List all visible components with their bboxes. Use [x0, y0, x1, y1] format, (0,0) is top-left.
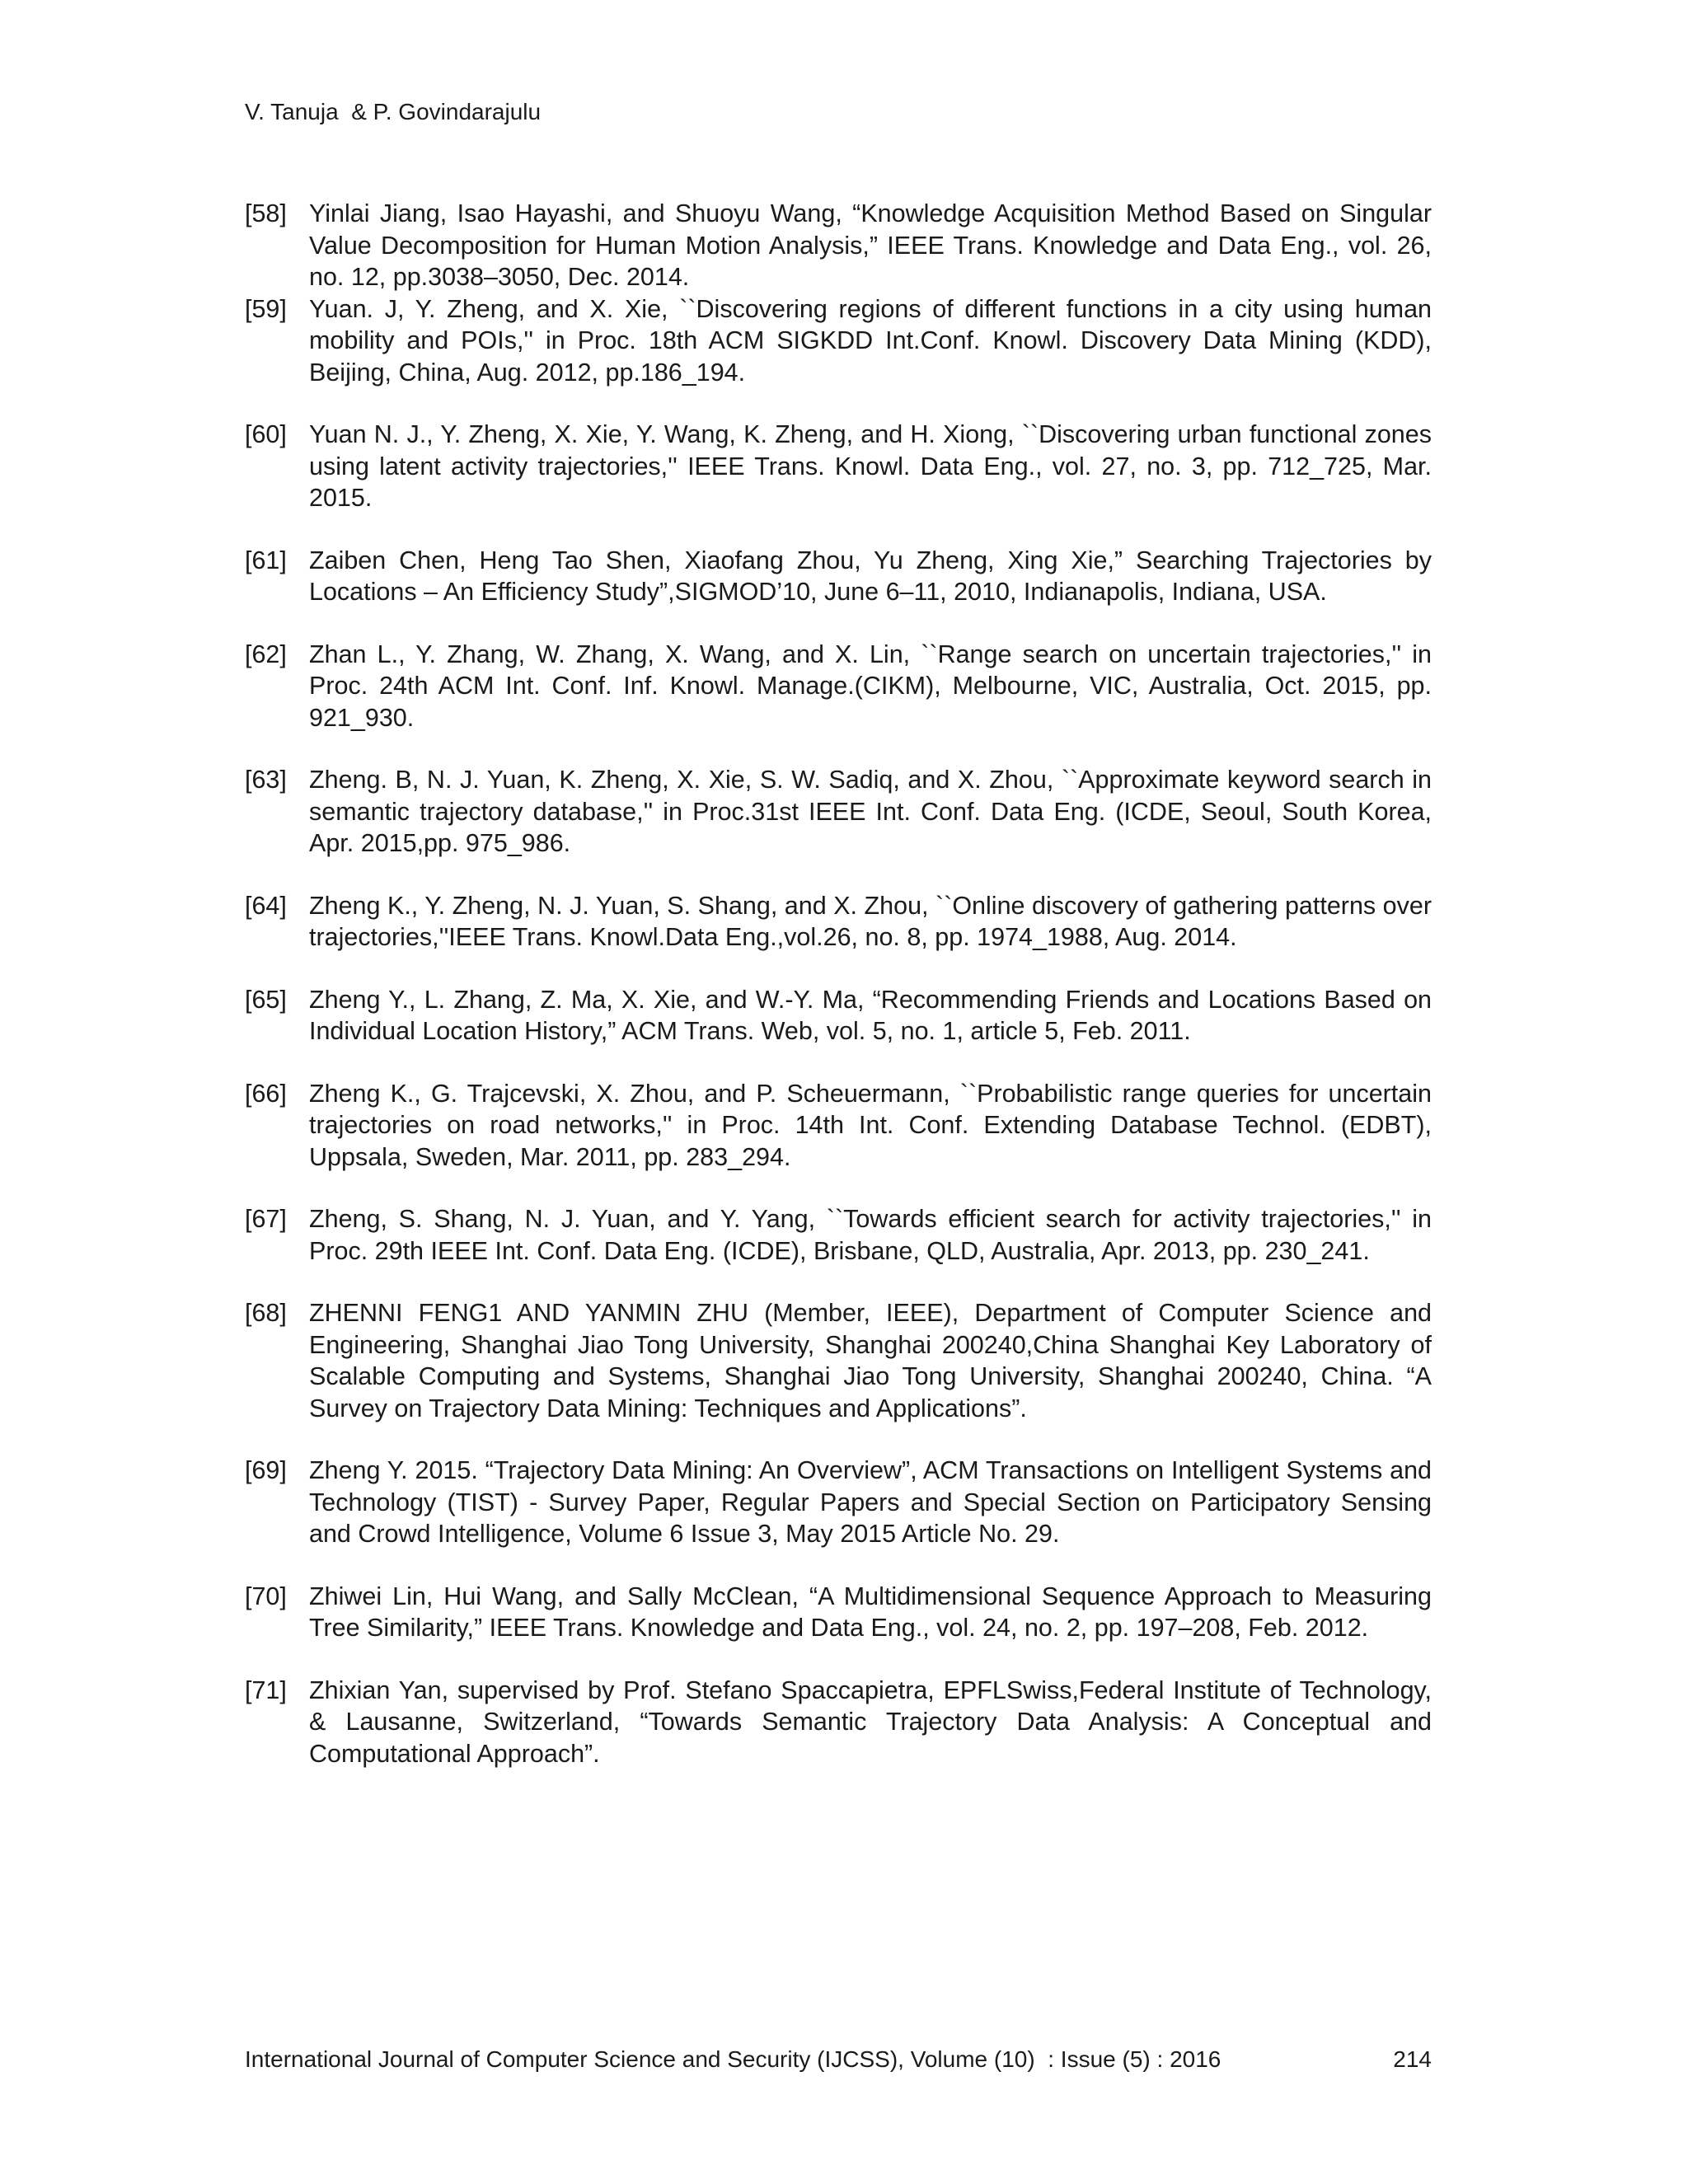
reference-list [245, 198, 1432, 1800]
reference-number: [65] [245, 985, 287, 1014]
reference-text: Yuan N. J., Y. Zheng, X. Xie, Y. Wang, K. Zheng, and H. Xiong, ``Discovering urban functional zones using latent activity trajectories,'' IEEE Trans. Knowl. Data Eng., vol. 27, no. 3, pp. 712_725, Mar. 2015. [309, 420, 1432, 512]
reference-text: Zheng Y. 2015. “Trajectory Data Mining: An Overview”, ACM Transactions on Intelligent Systems and Technology (TIST) - Survey Paper, Regular Papers and Special Section on Participatory Sensing and Crowd Intelligence, Volume 6 Issue 3, May 2015 Article No. 29. [309, 1456, 1432, 1548]
reference-number: [60] [245, 420, 287, 448]
reference-number: [62] [245, 640, 287, 668]
reference-number: [61] [245, 546, 287, 574]
reference-number: [58] [245, 199, 287, 227]
reference-text: Zhixian Yan, supervised by Prof. Stefano Spaccapietra, EPFLSwiss,Federal Institute of Technology, & Lausanne, Switzerland, “Towards Semantic Trajectory Data Analysis: A Conceptual and Computational Approach”. [309, 1675, 1432, 1768]
reference-text: Zheng K., G. Trajcevski, X. Zhou, and P. Scheuermann, ``Probabilistic range queries for uncertain trajectories on road networks,'' in Proc. 14th Int. Conf. Extending Database Technol. (EDBT), Uppsala, Sweden, Mar. 2011, pp. 283_294. [309, 1079, 1432, 1171]
reference-text: Zhan L., Y. Zhang, W. Zhang, X. Wang, and X. Lin, ``Range search on uncertain trajectories,'' in Proc. 24th ACM Int. Conf. Inf. Knowl. Manage.(CIKM), Melbourne, VIC, Australia, Oct. 2015, pp. 921_930. [309, 640, 1432, 732]
reference-item [245, 984, 1432, 1047]
reference-item [245, 1203, 1432, 1267]
reference-number: [68] [245, 1299, 287, 1327]
reference-text: Zheng Y., L. Zhang, Z. Ma, X. Xie, and W.-Y. Ma, “Recommending Friends and Locations Based on Individual Location History,” ACM Trans. Web, vol. 5, no. 1, article 5, Feb. 2011. [309, 985, 1432, 1045]
page-footer [245, 2046, 1432, 2074]
reference-item [245, 890, 1432, 954]
reference-item [245, 764, 1432, 860]
reference-item [245, 198, 1432, 293]
reference-text: Zaiben Chen, Heng Tao Shen, Xiaofang Zhou, Yu Zheng, Xing Xie,” Searching Trajectories by Locations – An Efficiency Study”,SIGMOD’10, June 6–11, 2010, Indianapolis, Indiana, USA. [309, 546, 1432, 606]
reference-number: [69] [245, 1456, 287, 1484]
reference-text: Yuan. J, Y. Zheng, and X. Xie, ``Discovering regions of different functions in a city using human mobility and POIs,'' in Proc. 18th ACM SIGKDD Int.Conf. Knowl. Discovery Data Mining (KDD), Beijing, China, Aug. 2012, pp.186_194. [309, 294, 1432, 387]
reference-item [245, 1297, 1432, 1424]
reference-text: Zheng. B, N. J. Yuan, K. Zheng, X. Xie, S. W. Sadiq, and X. Zhou, ``Approximate keyword search in semantic trajectory database,'' in Proc.31st IEEE Int. Conf. Data Eng. (ICDE, Seoul, South Korea, Apr. 2015,pp. 975_986. [309, 766, 1432, 857]
reference-text: Zhiwei Lin, Hui Wang, and Sally McClean, “A Multidimensional Sequence Approach to Measuring Tree Similarity,” IEEE Trans. Knowledge and Data Eng., vol. 24, no. 2, pp. 197–208, Feb. 2012. [309, 1582, 1432, 1642]
reference-number: [67] [245, 1205, 287, 1233]
reference-text: Zheng, S. Shang, N. J. Yuan, and Y. Yang, ``Towards efficient search for activity trajectories,'' in Proc. 29th IEEE Int. Conf. Data Eng. (ICDE), Brisbane, QLD, Australia, Apr. 2013, pp. 230_241. [309, 1205, 1432, 1265]
reference-number: [59] [245, 294, 287, 323]
reference-item [245, 1675, 1432, 1770]
reference-item [245, 419, 1432, 514]
reference-item [245, 293, 1432, 389]
reference-number: [70] [245, 1582, 287, 1610]
reference-item [245, 1455, 1432, 1550]
page-number: 214 [1393, 2046, 1432, 2072]
reference-text: Zheng K., Y. Zheng, N. J. Yuan, S. Shang, and X. Zhou, ``Online discovery of gathering patterns over trajectories,''IEEE Trans. Knowl.Data Eng.,vol.26, no. 8, pp. 1974_1988, Aug. 2014. [309, 891, 1432, 951]
reference-item [245, 1078, 1432, 1174]
reference-number: [71] [245, 1675, 287, 1704]
reference-item [245, 545, 1432, 608]
running-header-authors: V. Tanuja & P. Govindarajulu [245, 99, 542, 124]
footer-journal-citation: International Journal of Computer Science and Security (IJCSS), Volume (10) : Issue (5) : 2016 [245, 2046, 1221, 2072]
reference-number: [64] [245, 891, 287, 920]
reference-text: ZHENNI FENG1 AND YANMIN ZHU (Member, IEEE), Department of Computer Science and Engineering, Shanghai Jiao Tong University, Shanghai 200240,China Shanghai Key Laboratory of Scalable Computing and Systems, Shanghai Jiao Tong University, Shanghai 200240, China. “A Survey on Trajectory Data Mining: Techniques and Applications”. [309, 1299, 1432, 1422]
reference-item [245, 1581, 1432, 1644]
reference-text: Yinlai Jiang, Isao Hayashi, and Shuoyu Wang, “Knowledge Acquisition Method Based on Singular Value Decomposition for Human Motion Analysis,” IEEE Trans. Knowledge and Data Eng., vol. 26, no. 12, pp.3038–3050, Dec. 2014. [309, 199, 1432, 291]
reference-number: [66] [245, 1079, 287, 1108]
reference-item [245, 639, 1432, 734]
reference-number: [63] [245, 766, 287, 794]
